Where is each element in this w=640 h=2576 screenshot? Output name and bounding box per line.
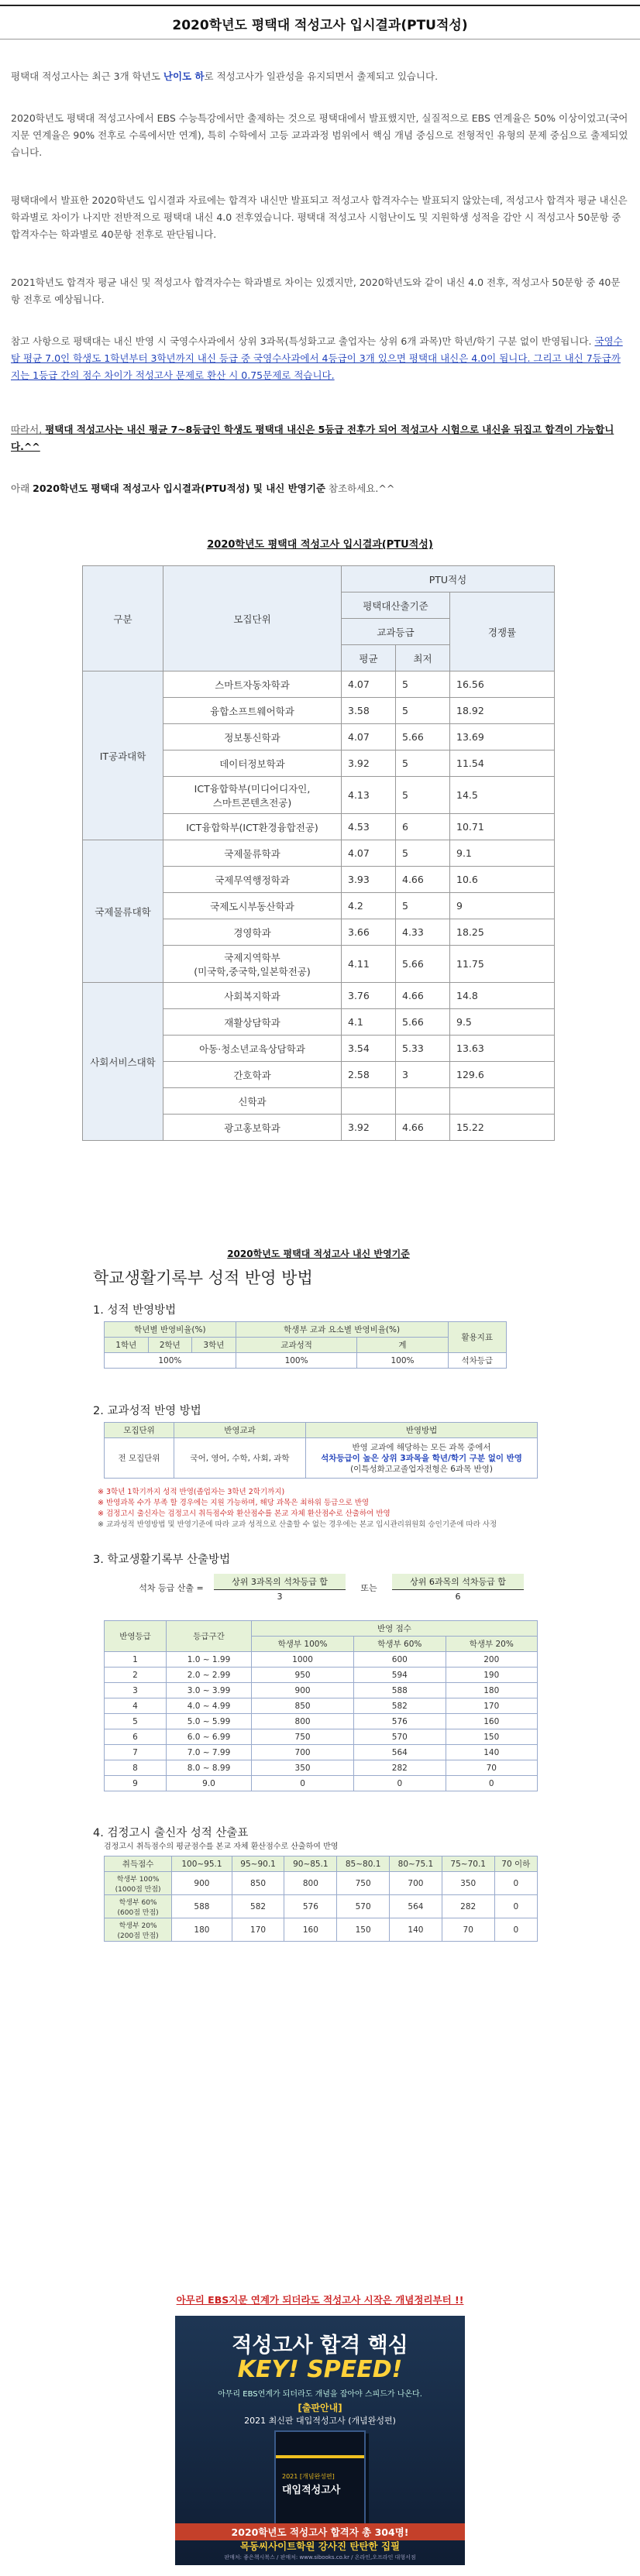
intro-text: 참고 사항으로 평택대는 내신 반영 시 국영수사과에서 상위 3과목(특성화고교 출업자는 상위 6개 과목)만 학년/학기 구분 없이 반영됩니다. [11,335,595,347]
t3-cell: 570 [354,1729,446,1745]
value-cell: 4.2 [342,893,396,919]
t4-cell: 0 [494,1895,537,1918]
t3-cell: 800 [252,1714,354,1729]
t4-cell: 180 [172,1918,232,1942]
value-cell: 9.1 [450,840,555,867]
unit-cell: ICT융합학부(ICT환경융합전공) [163,814,342,840]
t3-cell: 3 [105,1683,167,1698]
t4-cell: 학생부 100% (1000점 만점) [105,1872,172,1895]
promo-banner[interactable] [175,2316,465,2565]
t1-header: 학생부 교과 요소별 반영비율(%) [236,1322,448,1338]
formula-numerator: 상위 3과목의 석차등급 합 [214,1574,346,1590]
t4-cell: 150 [337,1918,390,1942]
intro-paragraph-1 [11,68,629,85]
promo-edition: 2021 최신판 대입적성고사 (개념완성편) [244,2416,396,2426]
table-row [83,671,555,698]
value-cell: 4.07 [342,671,396,698]
group-cell: 사회서비스대학 [83,983,163,1141]
t3-cell: 150 [446,1729,537,1745]
unit-cell: 국제무역행정학과 [163,867,342,893]
t2-header: 모집단위 [105,1423,174,1438]
t3-cell: 7 [105,1745,167,1760]
formula-denominator: 6 [455,1592,461,1602]
t4-cell: 0 [494,1918,537,1942]
value-cell: 11.75 [450,946,555,983]
formula-fraction-1 [214,1574,346,1603]
note-3: ※ 검정고시 출신자는 검정고시 취득점수와 환산점수를 본교 자체 환산점수로 산출하여 반영 [98,1510,391,1518]
promo-headline: 아무리 EBS지문 연계가 되더라도 적성고사 시작은 개념정리부터 !! [176,2294,464,2306]
t3-cell: 5.0 ~ 5.99 [167,1714,252,1729]
promo-title: 적성고사 합격 핵심 [232,2334,408,2358]
value-cell: 13.69 [450,724,555,750]
intro-highlight: 2020학년도 평택대 적성고사 입시결과(PTU적성) 및 내신 반영기준 [33,483,326,494]
t3-cell: 600 [354,1652,446,1668]
col-header-division: 구분 [83,566,163,671]
value-cell: 4.53 [342,814,396,840]
t3-cell: 0 [446,1776,537,1791]
criteria-table-1 [104,1321,507,1369]
t4-cell: 학생부 60% (600점 만점) [105,1895,172,1918]
t4-header-row [105,1856,538,1872]
criteria-table-4 [104,1856,538,1942]
value-cell: 4.66 [396,867,450,893]
value-cell: 9.5 [450,1009,555,1036]
value-cell: 4.07 [342,724,396,750]
t4-header: 85~80.1 [337,1856,390,1872]
t4-cell: 140 [390,1918,442,1942]
t1-header: 학년별 반영비율(%) [105,1322,236,1338]
t4-cell: 564 [390,1895,442,1918]
value-cell: 3.76 [342,983,396,1009]
t4-cell: 160 [284,1918,337,1942]
t2-header: 반영교과 [174,1423,306,1438]
criteria-title: 2020학년도 평택대 적성고사 내신 반영기준 [227,1249,410,1259]
t2-cell: 국어, 영어, 수학, 사회, 과학 [174,1438,306,1479]
book-title-small: 2021 [개념완성편] [282,2473,335,2480]
value-cell: 4.13 [342,777,396,814]
criteria-table-3 [104,1620,538,1791]
t3-cell: 2 [105,1668,167,1683]
t4-header: 80~75.1 [390,1856,442,1872]
note-4: ※ 교과성적 반영방법 및 반영기준에 따라 교과 성적으로 산출할 수 없는 경우에는 본교 입시관리위원회 승인기준에 따라 사정 [98,1520,497,1529]
intro-paragraph-2: 2020학년도 평택대 적성고사에서 EBS 수능특강에서만 출제하는 것으로 평택대에서 발표했지만, 실질적으로 EBS 연계율은 50% 이상이었고(국어 지문 연계율은 90% 전후로 수록에서만 연계), 특히 수학에서 고등 교과과정 범위에서 핵심 개념 중심으로 전형적인 유형의 문제 중심으로 출제되었습니다. [11,112,628,158]
value-cell: 16.56 [450,671,555,698]
value-cell: 3.54 [342,1036,396,1062]
t4-row [105,1872,538,1895]
t3-cell: 588 [354,1683,446,1698]
t4-cell: 570 [337,1895,390,1918]
t4-cell: 800 [284,1872,337,1895]
t2-cell: 전 모집단위 [105,1438,174,1479]
intro-highlight: 평택대 적성고사는 내신 평균 7~8등급인 학생도 평택대 내신은 5등급 전후가 되어 적성고사 시험으로 내신을 뒤집고 합격이 가능합니다.^^ [11,424,614,452]
t3-cell: 70 [446,1760,537,1776]
criteria-heading: 학교생활기록부 성적 반영 방법 [93,1269,313,1287]
t1-cell: 100% [357,1353,448,1369]
t3-cell: 6 [105,1729,167,1745]
promo-publisher: 판매처: 좋은책시북스 / 판매처: www.sibooks.co.kr / 온라인,오프라인 대형서점 [224,2554,416,2561]
col-header-grade: 교과등급 [342,619,450,645]
t3-cell: 350 [252,1760,354,1776]
value-cell: 4.66 [396,983,450,1009]
unit-cell: 데이터정보학과 [163,750,342,777]
promo-publish-notice: [출판안내] [298,2403,342,2413]
unit-cell: 신학과 [163,1088,342,1115]
t3-cell: 0 [252,1776,354,1791]
value-cell: 18.25 [450,919,555,946]
t3-cell: 282 [354,1760,446,1776]
formula-or: 또는 [360,1583,377,1593]
intro-paragraph-6 [11,421,629,455]
t3-row [105,1668,538,1683]
note-1: ※ 3학년 1학기까지 성적 반영(졸업자는 3학년 2학기까지) [98,1488,285,1496]
intro-paragraph-5 [11,333,629,384]
value-cell [450,1088,555,1115]
value-cell: 4.07 [342,840,396,867]
value-cell: 11.54 [450,750,555,777]
t4-cell: 282 [442,1895,494,1918]
t4-cell: 170 [232,1918,284,1942]
value-cell [396,1088,450,1115]
group-cell: IT공과대학 [83,671,163,840]
t3-row [105,1714,538,1729]
t3-row [105,1698,538,1714]
value-cell: 5.66 [396,1009,450,1036]
value-cell: 3 [396,1062,450,1088]
t3-row [105,1760,538,1776]
t1-subheader: 교과성적 [236,1338,357,1353]
t3-cell: 180 [446,1683,537,1698]
unit-cell: 국제물류학과 [163,840,342,867]
t4-cell: 0 [494,1872,537,1895]
t4-cell: 850 [232,1872,284,1895]
book-title: 대입적성고사 [282,2485,341,2496]
unit-cell: 국제지역학부 (미국학,중국학,일본학전공) [163,946,342,983]
criteria-table-2 [104,1422,538,1479]
col-header-adjusted: 평택대산출기준 [342,592,450,619]
t3-row [105,1683,538,1698]
value-cell: 5 [396,840,450,867]
section-4-heading: 4. 검정고시 출신자 성적 산출표 [93,1827,249,1839]
intro-text: 아래 [11,483,33,494]
unit-cell: 국제도시부동산학과 [163,893,342,919]
value-cell: 9 [450,893,555,919]
t1-header: 활용지표 [448,1322,506,1353]
results-table [82,565,555,1141]
value-cell: 10.6 [450,867,555,893]
t4-header: 취득점수 [105,1856,172,1872]
t3-cell: 850 [252,1698,354,1714]
t4-cell: 70 [442,1918,494,1942]
t3-header: 반영등급 [105,1621,167,1652]
t3-row [105,1776,538,1791]
value-cell: 3.93 [342,867,396,893]
formula-denominator: 3 [277,1592,283,1602]
t3-cell: 2.0 ~ 2.99 [167,1668,252,1683]
section-1-heading: 1. 성적 반영방법 [93,1304,177,1317]
t4-cell: 학생부 20% (200점 만점) [105,1918,172,1942]
t1-subheader: 3학년 [192,1338,236,1353]
t2-header: 반영방법 [306,1423,538,1438]
t4-cell: 588 [172,1895,232,1918]
t3-cell: 576 [354,1714,446,1729]
value-cell: 15.22 [450,1115,555,1141]
t3-cell: 9 [105,1776,167,1791]
t4-cell: 576 [284,1895,337,1918]
col-header-lowest: 최저 [396,645,450,671]
value-cell: 4.33 [396,919,450,946]
page-title: 2020학년도 평택대 적성고사 입시결과(PTU적성) [172,18,468,33]
t4-header: 70 이하 [494,1856,537,1872]
value-cell: 5 [396,750,450,777]
t3-cell: 7.0 ~ 7.99 [167,1745,252,1760]
unit-cell: 융합소프트웨어학과 [163,698,342,724]
intro-text: 평택대 적성고사는 최근 3개 학년도 [11,70,163,82]
results-table-title: 2020학년도 평택대 적성고사 입시결과(PTU적성) [207,539,433,551]
formula-label: 석차 등급 산출 = [139,1583,204,1593]
t3-header: 등급구간 [167,1621,252,1652]
t3-row [105,1745,538,1760]
t3-subheader: 학생부 60% [354,1637,446,1652]
value-cell: 5 [396,893,450,919]
unit-cell: 간호학과 [163,1062,342,1088]
value-cell: 3.92 [342,750,396,777]
t3-cell: 950 [252,1668,354,1683]
t3-row [105,1729,538,1745]
t4-cell: 900 [172,1872,232,1895]
t3-row [105,1652,538,1668]
intro-text: 로 적성고사가 일관성을 유지되면서 출제되고 있습니다. [204,70,439,82]
t3-subheader: 학생부 20% [446,1637,537,1652]
t3-cell: 160 [446,1714,537,1729]
intro-paragraph-7 [11,480,629,497]
promo-subtitle: 아무리 EBS연계가 되더라도 개념을 잡아야 스피드가 나온다. [218,2390,422,2399]
value-cell: 5.66 [396,724,450,750]
t4-header: 75~70.1 [442,1856,494,1872]
t3-cell: 582 [354,1698,446,1714]
value-cell: 18.92 [450,698,555,724]
value-cell: 14.8 [450,983,555,1009]
col-header-unit: 모집단위 [163,566,342,671]
section-4-note: 검정고시 취득점수의 평균점수를 본교 자체 환산점수로 산출하여 반영 [104,1843,339,1851]
t3-cell: 140 [446,1745,537,1760]
t3-cell: 3.0 ~ 3.99 [167,1683,252,1698]
t4-header: 90~85.1 [284,1856,337,1872]
t3-cell: 700 [252,1745,354,1760]
t3-cell: 170 [446,1698,537,1714]
unit-cell: 정보통신학과 [163,724,342,750]
t3-cell: 0 [354,1776,446,1791]
t3-cell: 190 [446,1668,537,1683]
value-cell: 2.58 [342,1062,396,1088]
t1-subheader: 1학년 [105,1338,149,1353]
t3-cell: 1000 [252,1652,354,1668]
t3-cell: 900 [252,1683,354,1698]
value-cell: 4.66 [396,1115,450,1141]
unit-cell: 아동·청소년교육상담학과 [163,1036,342,1062]
t3-cell: 5 [105,1714,167,1729]
value-cell [342,1088,396,1115]
note-2: ※ 반영과목 수가 부족 할 경우에는 지원 가능하며, 해당 과목은 최하위 등급으로 반영 [98,1499,370,1507]
section-3-heading: 3. 학교생활기록부 산출방법 [93,1554,231,1566]
t2-method-highlight: 석차등급이 높은 상위 3과목을 학년/학기 구분 없이 반영 [321,1453,522,1463]
t1-cell: 100% [105,1353,236,1369]
t3-cell: 564 [354,1745,446,1760]
value-cell: 5 [396,777,450,814]
unit-cell: 광고홍보학과 [163,1115,342,1141]
value-cell: 6 [396,814,450,840]
t3-cell: 200 [446,1652,537,1668]
value-cell: 14.5 [450,777,555,814]
formula-numerator: 상위 6과목의 석차등급 합 [392,1574,524,1590]
col-header-ptu: PTU적성 [342,566,555,592]
value-cell: 129.6 [450,1062,555,1088]
t4-cell: 700 [390,1872,442,1895]
t2-method-cell [306,1438,538,1479]
table-row [83,983,555,1009]
value-cell: 3.58 [342,698,396,724]
value-cell: 3.92 [342,1115,396,1141]
book-cover-stripe [276,2455,364,2458]
t4-cell: 350 [442,1872,494,1895]
t4-header: 95~90.1 [232,1856,284,1872]
value-cell: 4.1 [342,1009,396,1036]
unit-cell: 경영학과 [163,919,342,946]
t4-row [105,1918,538,1942]
t3-cell: 6.0 ~ 6.99 [167,1729,252,1745]
t3-cell: 750 [252,1729,354,1745]
t4-cell: 582 [232,1895,284,1918]
value-cell: 5 [396,698,450,724]
t4-header: 100~95.1 [172,1856,232,1872]
t1-cell: 100% [236,1353,357,1369]
criteria-section [82,1247,555,2254]
formula-fraction-2 [392,1574,524,1603]
table-row [83,840,555,867]
t1-subheader: 계 [357,1338,448,1353]
promo-banner-line-1: 2020학년도 적성고사 합격자 총 304명! [175,2523,465,2540]
t3-cell: 4.0 ~ 4.99 [167,1698,252,1714]
t1-subheader: 2학년 [148,1338,192,1353]
t3-cell: 1.0 ~ 1.99 [167,1652,252,1668]
value-cell: 5.66 [396,946,450,983]
group-cell: 국제물류대학 [83,840,163,983]
book-cover [274,2430,366,2539]
unit-cell: ICT융합학부(미디어디자인, 스마트콘텐츠전공) [163,777,342,814]
t2-method-line: (이특성화고교졸업자전형은 6과목 반영) [350,1464,493,1474]
value-cell: 13.63 [450,1036,555,1062]
t3-cell: 8 [105,1760,167,1776]
intro-highlight: 난이도 하 [163,70,205,82]
t3-cell: 1 [105,1652,167,1668]
col-header-competition: 경쟁률 [450,592,555,671]
value-cell: 5 [396,671,450,698]
section-2-heading: 2. 교과성적 반영 방법 [93,1405,201,1417]
t3-cell: 594 [354,1668,446,1683]
promo-key-speed: KEY! SPEED! [237,2356,403,2383]
intro-highlight: 국영수탐 평균 7.0인 학생도 1학년부터 3학년까지 내신 등급 중 국영수사과에서 4등급이 3개 있으면 평택대 내신은 4.0이 됩니다. 그리고 내신 7등급까지는 1등급 간의 점수 차이가 적성고사 문제로 환산 시 0.75문제로 적습니다. [11,335,623,381]
value-cell: 5.33 [396,1036,450,1062]
intro-text: 참조하세요.^^ [325,483,395,494]
unit-cell: 사회복지학과 [163,983,342,1009]
promo-banner-line-2: 목동씨사이트학원 강사진 탄탄한 집필 [239,2540,401,2552]
intro-paragraph-3: 평택대에서 발표한 2020학년도 입시결과 자료에는 합격자 내신만 발표되고 적성고사 합격자수는 발표되지 않았는데, 적성고사 합격자 평균 내신은 학과별로 차이가 나지만 전반적으로 평택대 내신 4.0 전후였습니다. 평택대 적성고사 시험난이도 및 지원학생 성적을 감안 시 적성고사 50문항 중 합격자수는 학과별로 40문항 전후로 판단됩니다. [11,194,628,240]
col-header-average: 평균 [342,645,396,671]
value-cell: 3.66 [342,919,396,946]
t4-cell: 750 [337,1872,390,1895]
unit-cell: 재활상담학과 [163,1009,342,1036]
value-cell: 4.11 [342,946,396,983]
t3-header: 반영 점수 [252,1621,538,1637]
t3-cell: 4 [105,1698,167,1714]
t3-cell: 9.0 [167,1776,252,1791]
t2-method-line: 반영 교과에 해당하는 모든 과목 중에서 [352,1442,491,1452]
top-rule [0,5,640,6]
t4-row [105,1895,538,1918]
value-cell: 10.71 [450,814,555,840]
t3-cell: 8.0 ~ 8.99 [167,1760,252,1776]
t3-subheader: 학생부 100% [252,1637,354,1652]
unit-cell: 스마트자동차학과 [163,671,342,698]
intro-paragraph-4: 2021학년도 합격자 평균 내신 및 적성고사 합격자수는 학과별로 차이는 있겠지만, 2020학년도와 같이 내신 4.0 전후, 적성고사 50문항 중 40문항 전후로 예상됩니다. [11,276,621,305]
t1-cell: 석차등급 [448,1353,506,1369]
intro-text: 따라서, [11,424,46,435]
